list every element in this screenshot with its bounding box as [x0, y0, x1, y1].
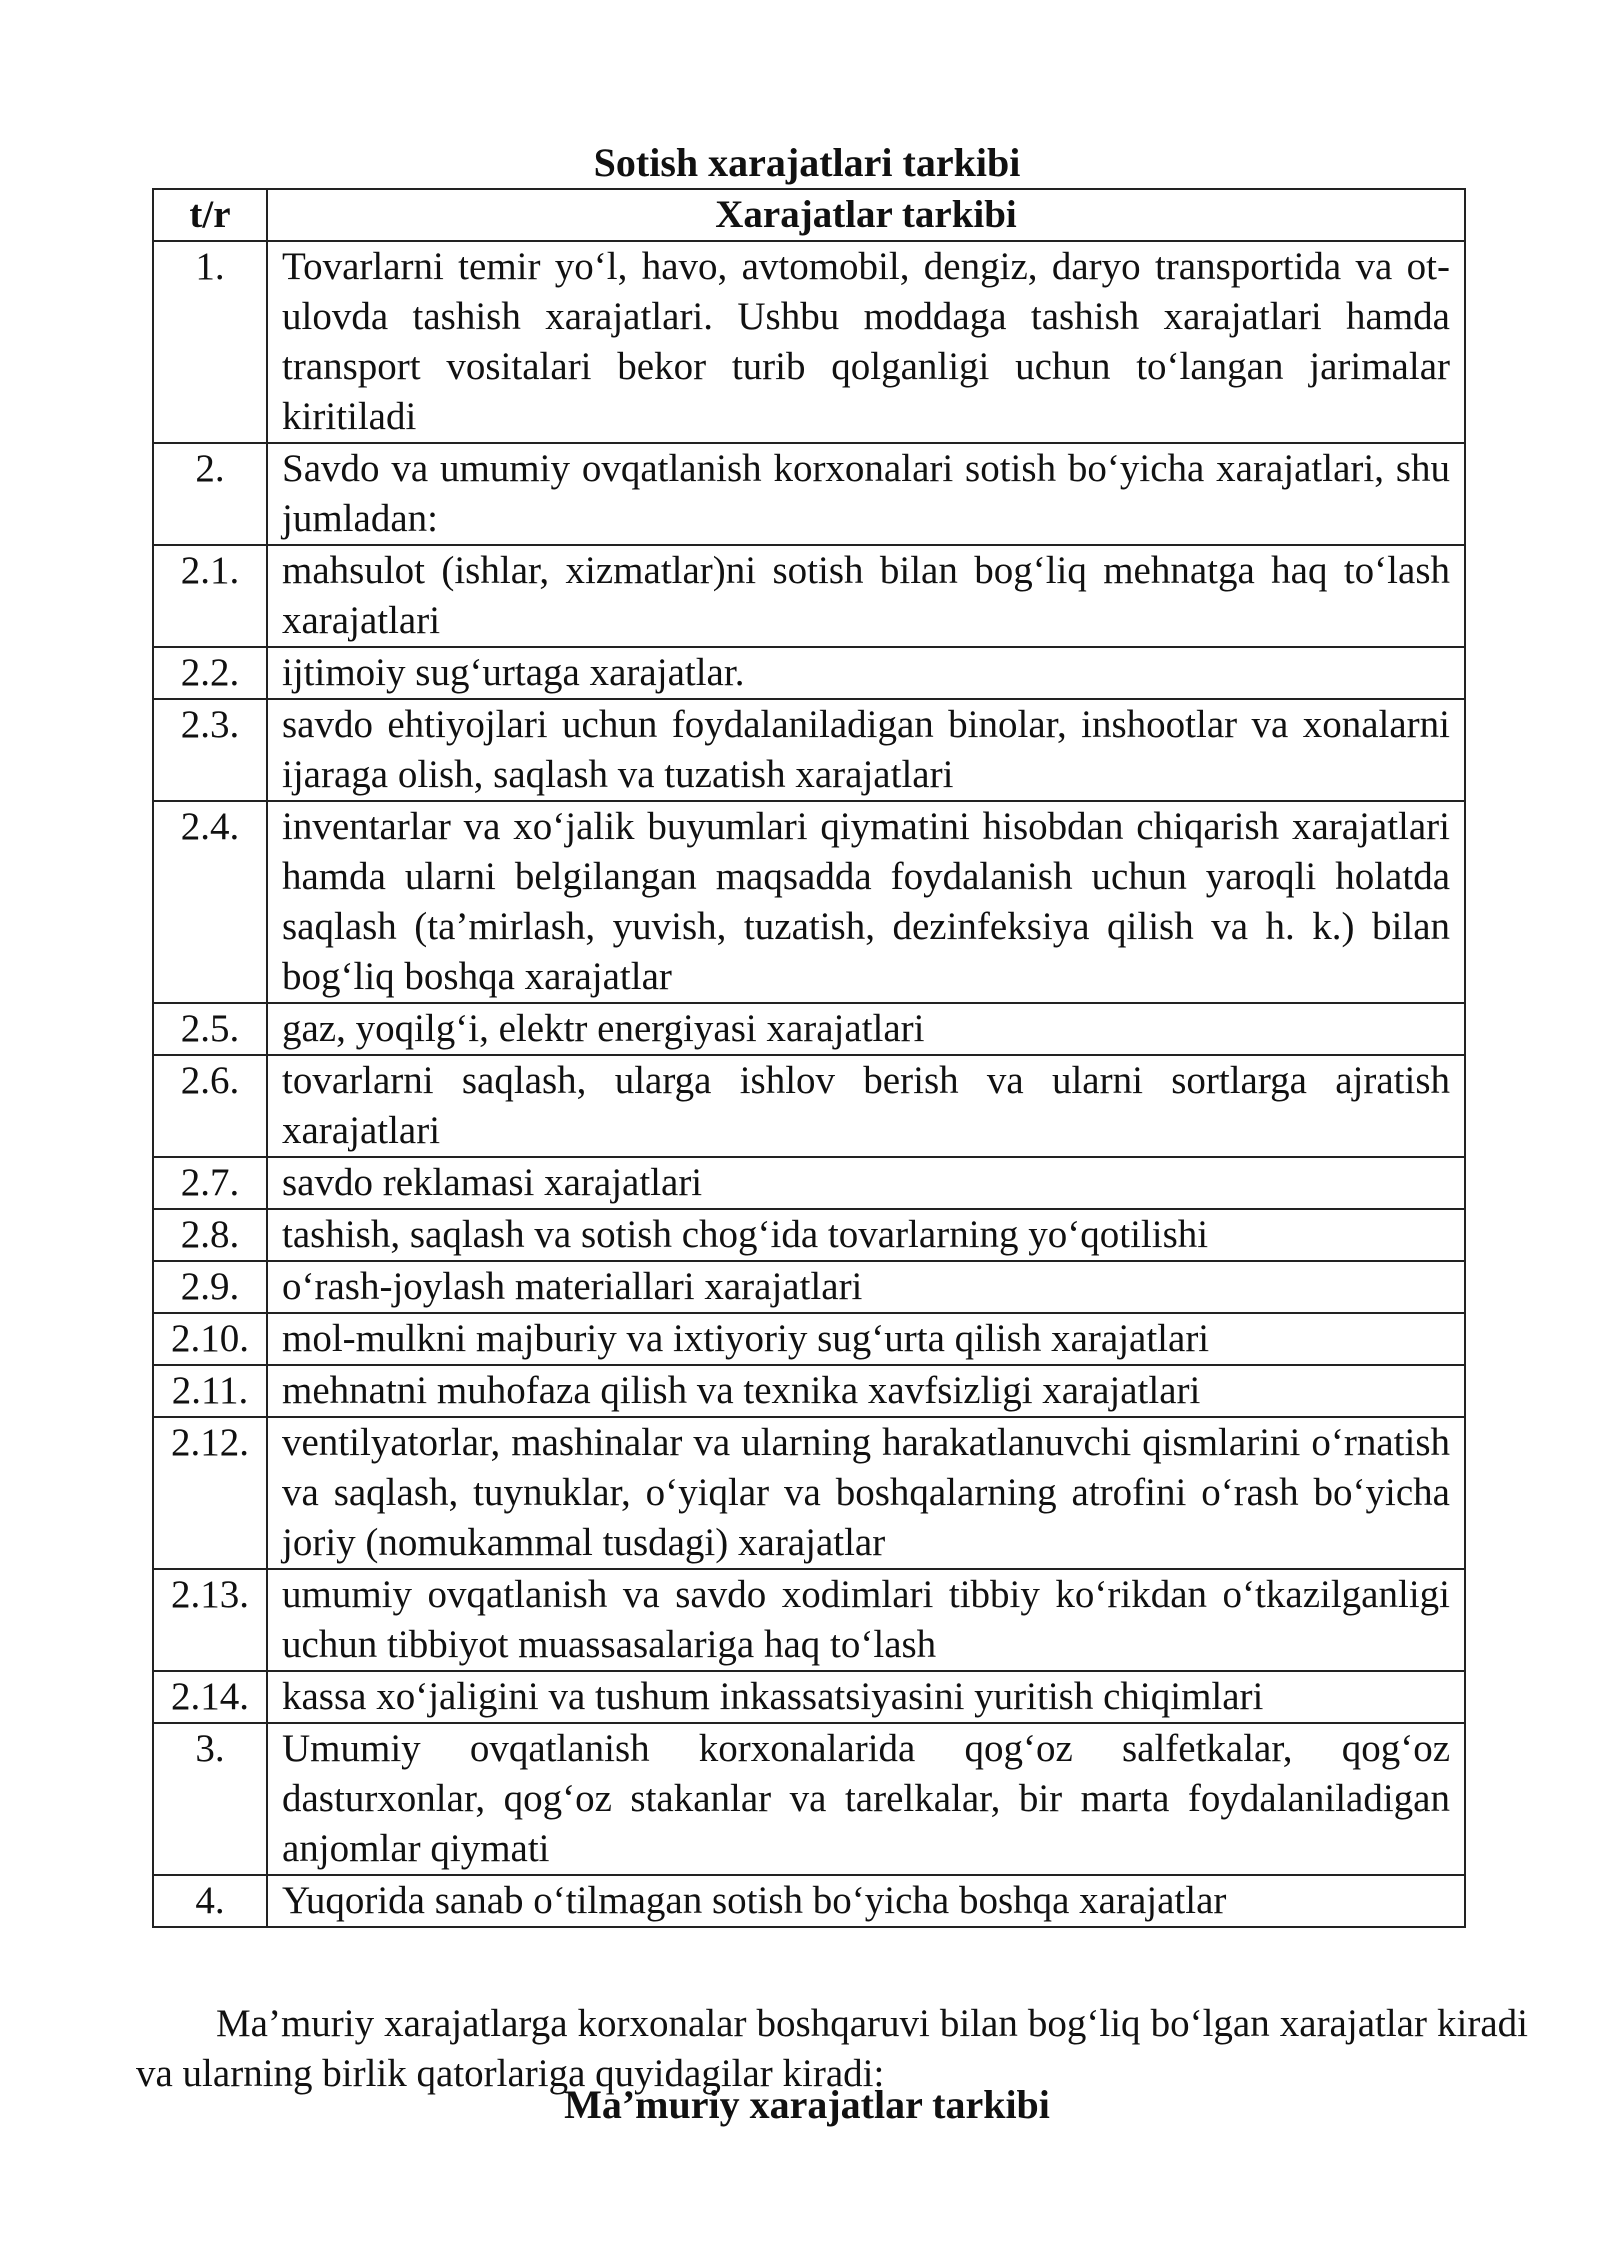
- row-number: 2.11.: [153, 1365, 267, 1417]
- row-number: 2.8.: [153, 1209, 267, 1261]
- table-row: [153, 241, 1465, 443]
- body-paragraph: Ma’muriy xarajatlarga korxonalar boshqaruvi bilan bog‘liq bo‘lgan xarajatlar kiradi va ularning birlik qatorlariga quyidagilar kiradi:: [136, 2002, 1528, 2095]
- table-row: [153, 1875, 1465, 1927]
- row-number: 2.1.: [153, 545, 267, 647]
- table-row: [153, 545, 1465, 647]
- row-number: 1.: [153, 241, 267, 443]
- row-text: savdo reklamasi xarajatlari: [267, 1157, 1465, 1209]
- row-number: 2.: [153, 443, 267, 545]
- row-text: umumiy ovqatlanish va savdo xodimlari tibbiy ko‘rikdan o‘tkazilganligi uchun tibbiyot muassasalariga haq to‘lash: [267, 1569, 1465, 1671]
- row-text: o‘rash-joylash materiallari xarajatlari: [267, 1261, 1465, 1313]
- table-row: [153, 1055, 1465, 1157]
- row-number: 2.6.: [153, 1055, 267, 1157]
- table-row: [153, 647, 1465, 699]
- table-row: [153, 443, 1465, 545]
- table-title: Sotish xarajatlari tarkibi: [593, 140, 1021, 185]
- row-text: mol-mulkni majburiy va ixtiyoriy sug‘urta qilish xarajatlari: [267, 1313, 1465, 1365]
- row-number: 2.7.: [153, 1157, 267, 1209]
- table-header-row: [153, 189, 1465, 241]
- row-number: 2.4.: [153, 801, 267, 1003]
- section-title: Ma’muriy xarajatlar tarkibi: [564, 2082, 1050, 2127]
- row-number: 2.10.: [153, 1313, 267, 1365]
- table-row: [153, 699, 1465, 801]
- row-number: 2.2.: [153, 647, 267, 699]
- row-text: Yuqorida sanab o‘tilmagan sotish bo‘yicha boshqa xarajatlar: [267, 1875, 1465, 1927]
- table-row: [153, 1417, 1465, 1569]
- table-row: [153, 801, 1465, 1003]
- row-text: ventilyatorlar, mashinalar va ularning harakatlanuvchi qismlarini o‘rnatish va saqlash, tuynuklar, o‘yiqlar va boshqalarning atrofini o‘rash bo‘yicha joriy (nomukammal tusdagi) xarajatlar: [267, 1417, 1465, 1569]
- row-number: 4.: [153, 1875, 267, 1927]
- row-text: ijtimoiy sug‘urtaga xarajatlar.: [267, 647, 1465, 699]
- row-number: 2.9.: [153, 1261, 267, 1313]
- row-text: Umumiy ovqatlanish korxonalarida qog‘oz salfetkalar, qog‘oz dasturxonlar, qog‘oz stakanlar va tarelkalar, bir marta foydalaniladigan anjomlar qiymati: [267, 1723, 1465, 1875]
- row-number: 2.12.: [153, 1417, 267, 1569]
- row-text: inventarlar va xo‘jalik buyumlari qiymatini hisobdan chiqarish xarajatlari hamda ularni belgilangan maqsadda foydalanish uchun yaroqli holatda saqlash (ta’mirlash, yuvish, tuzatish, dezinfeksiya qilish va h. k.) bilan bog‘liq boshqa xarajatlar: [267, 801, 1465, 1003]
- table-row: [153, 1671, 1465, 1723]
- row-text: tovarlarni saqlash, ularga ishlov berish va ularni sortlarga ajratish xarajatlari: [267, 1055, 1465, 1157]
- row-text: savdo ehtiyojlari uchun foydalaniladigan binolar, inshootlar va xonalarni ijaraga olish, saqlash va tuzatish xarajatlari: [267, 699, 1465, 801]
- table-row: [153, 1313, 1465, 1365]
- table-row: [153, 1003, 1465, 1055]
- table-row: [153, 1209, 1465, 1261]
- row-text: mehnatni muhofaza qilish va texnika xavfsizligi xarajatlari: [267, 1365, 1465, 1417]
- row-number: 2.3.: [153, 699, 267, 801]
- row-number: 2.14.: [153, 1671, 267, 1723]
- row-text: Tovarlarni temir yo‘l, havo, avtomobil, dengiz, daryo transportida va ot-ulovda tashish xarajatlari. Ushbu moddaga tashish xarajatlari hamda transport vositalari bekor turib qolganligi uchun to‘langan jarimalar kiritiladi: [267, 241, 1465, 443]
- row-number: 2.13.: [153, 1569, 267, 1671]
- row-text: kassa xo‘jaligini va tushum inkassatsiyasini yuritish chiqimlari: [267, 1671, 1465, 1723]
- header-composition: Xarajatlar tarkibi: [267, 189, 1465, 241]
- table-row: [153, 1157, 1465, 1209]
- row-number: 3.: [153, 1723, 267, 1875]
- row-text: Savdo va umumiy ovqatlanish korxonalari sotish bo‘yicha xarajatlari, shu jumladan:: [267, 443, 1465, 545]
- table-row: [153, 1723, 1465, 1875]
- row-number: 2.5.: [153, 1003, 267, 1055]
- table-row: [153, 1365, 1465, 1417]
- header-number: t/r: [153, 189, 267, 241]
- row-text: tashish, saqlash va sotish chog‘ida tovarlarning yo‘qotilishi: [267, 1209, 1465, 1261]
- row-text: mahsulot (ishlar, xizmatlar)ni sotish bilan bog‘liq mehnatga haq to‘lash xarajatlari: [267, 545, 1465, 647]
- expenses-table: [152, 188, 1466, 1928]
- row-text: gaz, yoqilg‘i, elektr energiyasi xarajatlari: [267, 1003, 1465, 1055]
- table-row: [153, 1261, 1465, 1313]
- table-row: [153, 1569, 1465, 1671]
